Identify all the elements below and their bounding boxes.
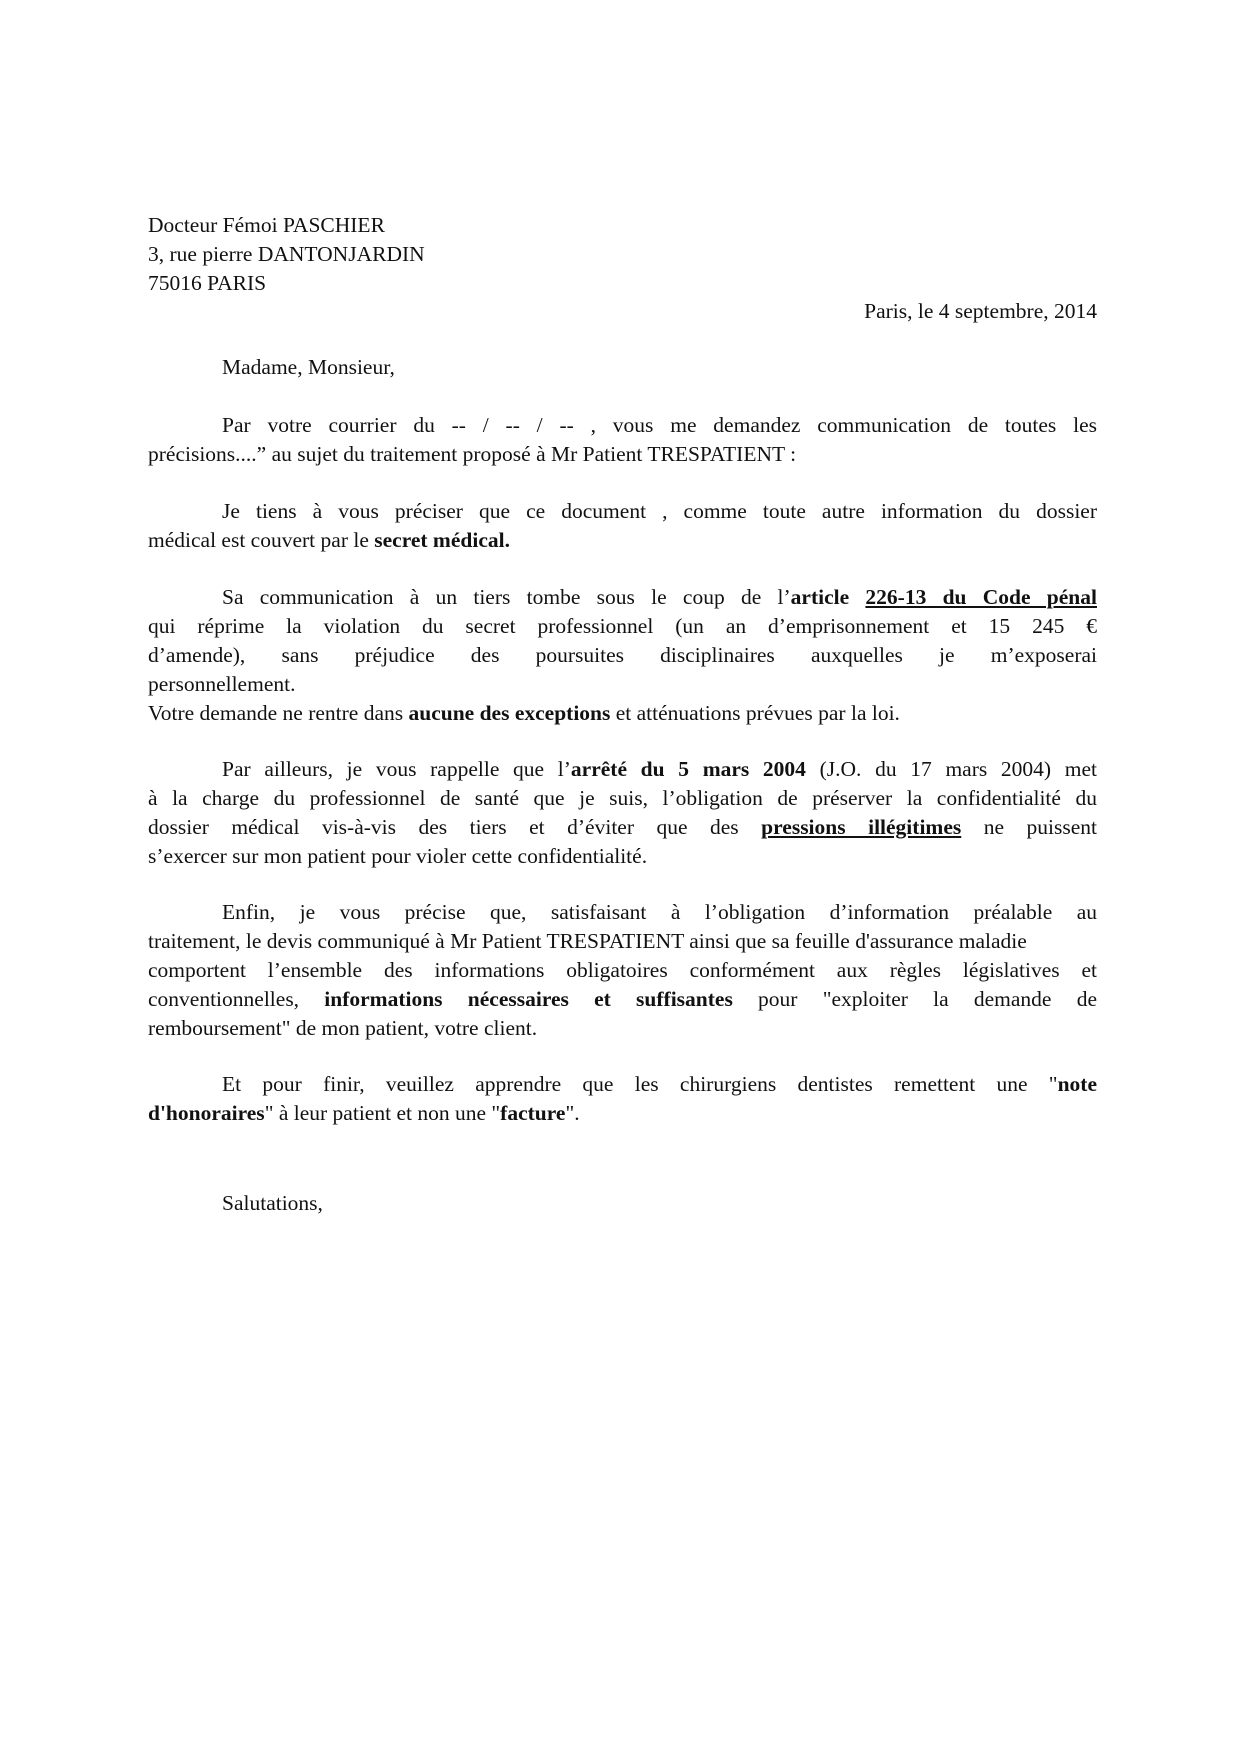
text-run: conventionnelles, — [148, 987, 325, 1011]
text-run: Par ailleurs, je vous rappelle que l’ — [222, 757, 571, 781]
paragraph-arrete — [148, 755, 1097, 871]
bold-informations: informations nécessaires et suffisantes — [324, 987, 733, 1011]
paragraph-line — [148, 1070, 1097, 1099]
paragraph-line: d’amende), sans préjudice des poursuites disciplinaires auxquelles je m’exposerai — [148, 643, 1097, 667]
sender-city: 75016 PARIS — [148, 271, 267, 295]
text-run: (J.O. du 17 mars 2004) met — [805, 757, 1097, 781]
paragraph-line: Enfin, je vous précise que, satisfaisant à l’obligation d’information préalable au — [222, 900, 1097, 924]
paragraph-line — [148, 813, 1097, 842]
paragraph-request — [148, 411, 1097, 469]
sender-block — [148, 211, 425, 298]
closing: Salutations, — [222, 1191, 323, 1215]
paragraph-line — [148, 526, 1097, 555]
paragraph-line — [148, 583, 1097, 612]
salutation: Madame, Monsieur, — [222, 355, 395, 379]
text-run: " à leur patient et non une " — [264, 1101, 501, 1125]
text-run: et atténuations prévues par la loi. — [610, 701, 900, 725]
bold-secret-medical: secret médical. — [374, 528, 510, 552]
paragraph-line — [148, 985, 1097, 1014]
text-run: Votre demande ne rentre dans — [148, 701, 409, 725]
paragraph-line — [148, 1099, 1097, 1128]
bold-honoraires: d'honoraires — [148, 1101, 265, 1125]
paragraph-penal-code — [148, 583, 1097, 728]
text-run: Sa communication à un tiers tombe sous le coup de l’ — [222, 585, 791, 609]
text-run: dossier médical vis-à-vis des tiers et d’éviter que des — [148, 815, 762, 839]
paragraph-line: comportent l’ensemble des informations obligatoires conformément aux règles législatives et — [148, 958, 1097, 982]
paragraph-line: à la charge du professionnel de santé que je suis, l’obligation de préserver la confidentialité du — [148, 786, 1097, 810]
sender-name: Docteur Fémoi PASCHIER — [148, 213, 385, 237]
paragraph-line: Je tiens à vous préciser que ce document , comme toute autre information du dossier — [222, 499, 1097, 523]
paragraph-line: qui réprime la violation du secret professionnel (un an d’emprisonnement et 15 245 € — [148, 614, 1097, 638]
article-label: article — [790, 585, 866, 609]
bold-note: note — [1057, 1072, 1097, 1096]
paragraph-line: s’exercer sur mon patient pour violer cette confidentialité. — [148, 844, 648, 868]
paragraph-honoraires — [148, 1070, 1097, 1128]
paragraph-line — [148, 699, 1097, 728]
bold-exceptions: aucune des exceptions — [408, 701, 611, 725]
text-run: ne puissent — [961, 815, 1097, 839]
letter-date: Paris, le 4 septembre, 2014 — [864, 299, 1097, 323]
bold-arrete: arrêté du 5 mars 2004 — [570, 757, 806, 781]
article-reference: 226-13 du Code pénal — [865, 585, 1097, 609]
paragraph-line: précisions....” au sujet du traitement proposé à Mr Patient TRESPATIENT : — [148, 442, 797, 466]
paragraph-line: traitement, le devis communiqué à Mr Patient TRESPATIENT ainsi que sa feuille d'assurance maladie — [148, 929, 1027, 953]
paragraph-line — [148, 755, 1097, 784]
paragraph-line: personnellement. — [148, 672, 296, 696]
paragraph-line: remboursement" de mon patient, votre client. — [148, 1016, 538, 1040]
bold-facture: facture — [500, 1101, 566, 1125]
bold-article — [791, 585, 1097, 609]
text-run: ". — [565, 1101, 580, 1125]
text-run: pour "exploiter la demande de — [732, 987, 1098, 1011]
text-run: Et pour finir, veuillez apprendre que les chirurgiens dentistes remettent une " — [222, 1072, 1058, 1096]
paragraph-line: Par votre courrier du -- / -- / -- , vous me demandez communication de toutes les — [222, 413, 1097, 437]
paragraph-information — [148, 898, 1097, 1043]
paragraph-medical-secret — [148, 497, 1097, 555]
sender-address: 3, rue pierre DANTONJARDIN — [148, 242, 425, 266]
bold-pressions: pressions illégitimes — [761, 815, 962, 839]
text-run: médical est couvert par le — [148, 528, 375, 552]
